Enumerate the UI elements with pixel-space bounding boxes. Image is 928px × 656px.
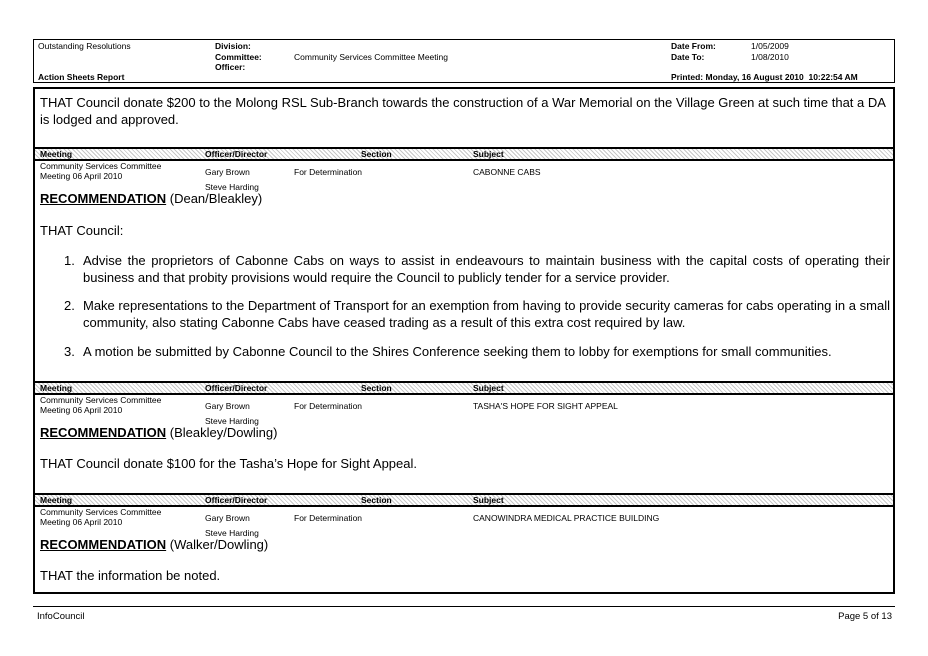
col-meeting: Meeting (40, 149, 73, 159)
recommendation-movers: (Bleakley/Dowling) (166, 425, 278, 440)
meeting-cell (40, 395, 161, 415)
printed-value: Monday, 16 August 2010 10:22:54 AM (705, 72, 858, 82)
point-number: 3. (64, 344, 75, 359)
recommendation-label: RECOMMENDATION (40, 425, 167, 440)
col-subject: Subject (473, 495, 504, 505)
officer-name: Gary Brown (205, 401, 250, 411)
section-cell: For Determination (294, 513, 363, 523)
top-resolution-text: THAT Council donate $200 to the Molong RSL Sub-Branch towards the construction of a War Memorial on the Village Green at such time that a DA is lodged and approved. (40, 95, 886, 127)
report-title: Outstanding Resolutions (38, 41, 131, 51)
col-subject: Subject (473, 149, 504, 159)
recommendation-movers: (Dean/Bleakley) (166, 191, 263, 206)
recommendation-heading (40, 191, 262, 206)
date-to-label: Date To: (671, 52, 705, 62)
col-officer: Officer/Director (205, 383, 268, 393)
recommendation-heading (40, 537, 268, 552)
col-officer: Officer/Director (205, 149, 268, 159)
committee-value: Community Services Committee Meeting (294, 52, 448, 62)
meeting-cell (40, 507, 161, 527)
point-text: A motion be submitted by Cabonne Council to the Shires Conference seeking them to lobby for exemptions for small communities. (83, 344, 832, 359)
meeting-date: Meeting 06 April 2010 (40, 517, 123, 527)
officer-name: Gary Brown (205, 513, 250, 523)
officer-name: Gary Brown (205, 167, 250, 177)
point-number: 2. (64, 298, 75, 313)
printed-stamp (671, 72, 858, 82)
subject-cell: CANOWINDRA MEDICAL PRACTICE BUILDING (473, 513, 660, 523)
col-officer: Officer/Director (205, 495, 268, 505)
date-to-value: 1/08/2010 (751, 52, 789, 62)
col-meeting: Meeting (40, 495, 73, 505)
meeting-date: Meeting 06 April 2010 (40, 171, 123, 181)
resolutions-box (33, 87, 895, 594)
column-header-row (35, 381, 893, 395)
date-from-label: Date From: (671, 41, 716, 51)
printed-label: Printed: (671, 72, 704, 82)
page-number: Page 5 of 13 (838, 611, 892, 622)
director-name: Steve Harding (205, 528, 259, 538)
meeting-line: Community Services Committee (40, 395, 162, 405)
director-name: Steve Harding (205, 182, 259, 192)
meeting-line: Community Services Committee (40, 161, 162, 171)
section-cell: For Determination (294, 167, 363, 177)
recommendation-label: RECOMMENDATION (40, 537, 167, 552)
meeting-date: Meeting 06 April 2010 (40, 405, 123, 415)
director-name: Steve Harding (205, 416, 259, 426)
point-text: Make representations to the Department of Transport for an exemption from having to provide security cameras for cabs operating in a small community, also stating Cabonne Cabs have ceased trading as a result of this extra cost required by law. (83, 298, 890, 330)
col-meeting: Meeting (40, 383, 73, 393)
officer-label: Officer: (215, 62, 246, 72)
recommendation-text: THAT Council donate $100 for the Tasha’s Hope for Sight Appeal. (40, 456, 417, 471)
col-section: Section (361, 383, 392, 393)
column-header-row (35, 493, 893, 507)
meeting-cell (40, 161, 161, 181)
committee-label: Committee: (215, 52, 262, 62)
subject-cell: CABONNE CABS (473, 167, 541, 177)
section-cell: For Determination (294, 401, 363, 411)
recommendation-text: THAT the information be noted. (40, 568, 221, 583)
col-subject: Subject (473, 383, 504, 393)
division-label: Division: (215, 41, 251, 51)
recommendation-intro: THAT Council: (40, 223, 124, 238)
meeting-line: Community Services Committee (40, 507, 162, 517)
date-from-value: 1/05/2009 (751, 41, 789, 51)
footer-app-name: InfoCouncil (37, 611, 85, 622)
report-header (33, 39, 895, 83)
page-footer (33, 606, 895, 622)
subject-cell: TASHA'S HOPE FOR SIGHT APPEAL (473, 401, 618, 411)
recommendation-heading (40, 425, 277, 440)
point-number: 1. (64, 253, 75, 268)
point-text: Advise the proprietors of Cabonne Cabs on ways to assist in endeavours to maintain business with the capital costs of operating their business and that probity provisions would require the Council to publicly tender for a service provider. (83, 253, 890, 285)
col-section: Section (361, 495, 392, 505)
recommendation-label: RECOMMENDATION (40, 191, 167, 206)
recommendation-movers: (Walker/Dowling) (166, 537, 269, 552)
col-section: Section (361, 149, 392, 159)
report-type: Action Sheets Report (38, 72, 125, 82)
column-header-row (35, 147, 893, 161)
